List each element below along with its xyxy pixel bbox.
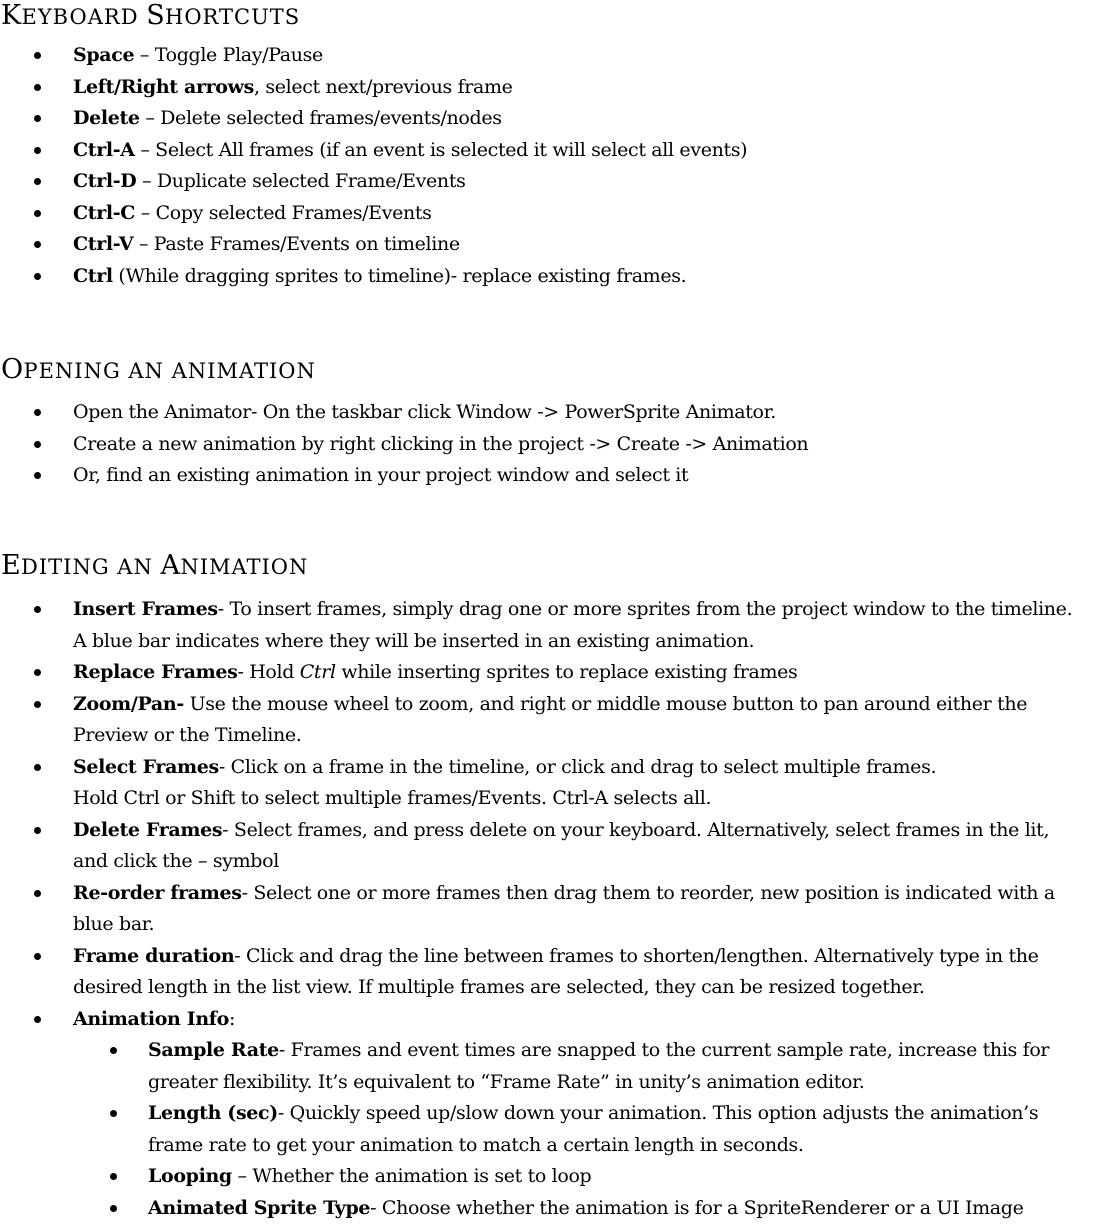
list-item: Ctrl-C – Copy selected Frames/Events — [0, 198, 1115, 230]
list-item-frame-duration: Frame duration- Click and drag the line between frames to shorten/lengthen. Alternatively type in the desired length in the list view. If multiple frames are selected, they can be resized together. — [0, 941, 1115, 1004]
list-item: Ctrl-D – Duplicate selected Frame/Events — [0, 166, 1115, 198]
list-item-animation-info: Animation Info: — [0, 1004, 1115, 1036]
list-item-zoom-pan: Zoom/Pan- Use the mouse wheel to zoom, and right or middle mouse button to pan around either the Preview or the Timeline. — [0, 689, 1115, 752]
list-item: Ctrl-A – Select All frames (if an event is selected it will select all events) — [0, 135, 1115, 167]
list-item: Ctrl-V – Paste Frames/Events on timeline — [0, 229, 1115, 261]
sublist-item-length: Length (sec)- Quickly speed up/slow down your animation. This option adjusts the animation’s frame rate to get your animation to match a certain length in seconds. — [0, 1098, 1115, 1161]
list-item: Space – Toggle Play/Pause — [0, 40, 1115, 72]
keyboard-shortcuts-list — [0, 40, 1115, 292]
heading-opening-animation: OPENING AN ANIMATION — [1, 354, 316, 385]
list-item: Ctrl (While dragging sprites to timeline)- replace existing frames. — [0, 261, 1115, 293]
sublist-item-sample-rate: Sample Rate- Frames and event times are snapped to the current sample rate, increase this for greater flexibility. It’s equivalent to “Frame Rate” in unity’s animation editor. — [0, 1035, 1115, 1098]
list-item-reorder-frames: Re-order frames- Select one or more frames then drag them to reorder, new position is indicated with a blue bar. — [0, 878, 1115, 941]
opening-animation-list — [0, 397, 1115, 492]
heading-keyboard-shortcuts: KEYBOARD SHORTCUTS — [1, 0, 301, 31]
list-item: Open the Animator- On the taskbar click Window -> PowerSprite Animator. — [0, 397, 1115, 429]
list-item-replace-frames: Replace Frames- Hold Ctrl while inserting sprites to replace existing frames — [0, 657, 1115, 689]
heading-editing-animation: EDITING AN ANIMATION — [1, 550, 309, 581]
list-item: Or, find an existing animation in your project window and select it — [0, 460, 1115, 492]
list-item: Left/Right arrows, select next/previous frame — [0, 72, 1115, 104]
sublist-item-sprite-type: Animated Sprite Type- Choose whether the animation is for a SpriteRenderer or a UI Image — [0, 1193, 1115, 1224]
list-item-delete-frames: Delete Frames- Select frames, and press delete on your keyboard. Alternatively, select frames in the lit, and click the – symbol — [0, 815, 1115, 878]
list-item: Delete – Delete selected frames/events/nodes — [0, 103, 1115, 135]
sublist-item-looping: Looping – Whether the animation is set to loop — [0, 1161, 1115, 1193]
list-item-insert-frames: Insert Frames- To insert frames, simply drag one or more sprites from the project window to the timeline. A blue bar indicates where they will be inserted in an existing animation. — [0, 594, 1115, 657]
list-item: Create a new animation by right clicking in the project -> Create -> Animation — [0, 429, 1115, 461]
list-item-select-frames: Select Frames- Click on a frame in the timeline, or click and drag to select multiple frames. Hold Ctrl or Shift to select multiple frames/Events. Ctrl-A selects all. — [0, 752, 1115, 815]
editing-animation-list — [0, 594, 1115, 1224]
